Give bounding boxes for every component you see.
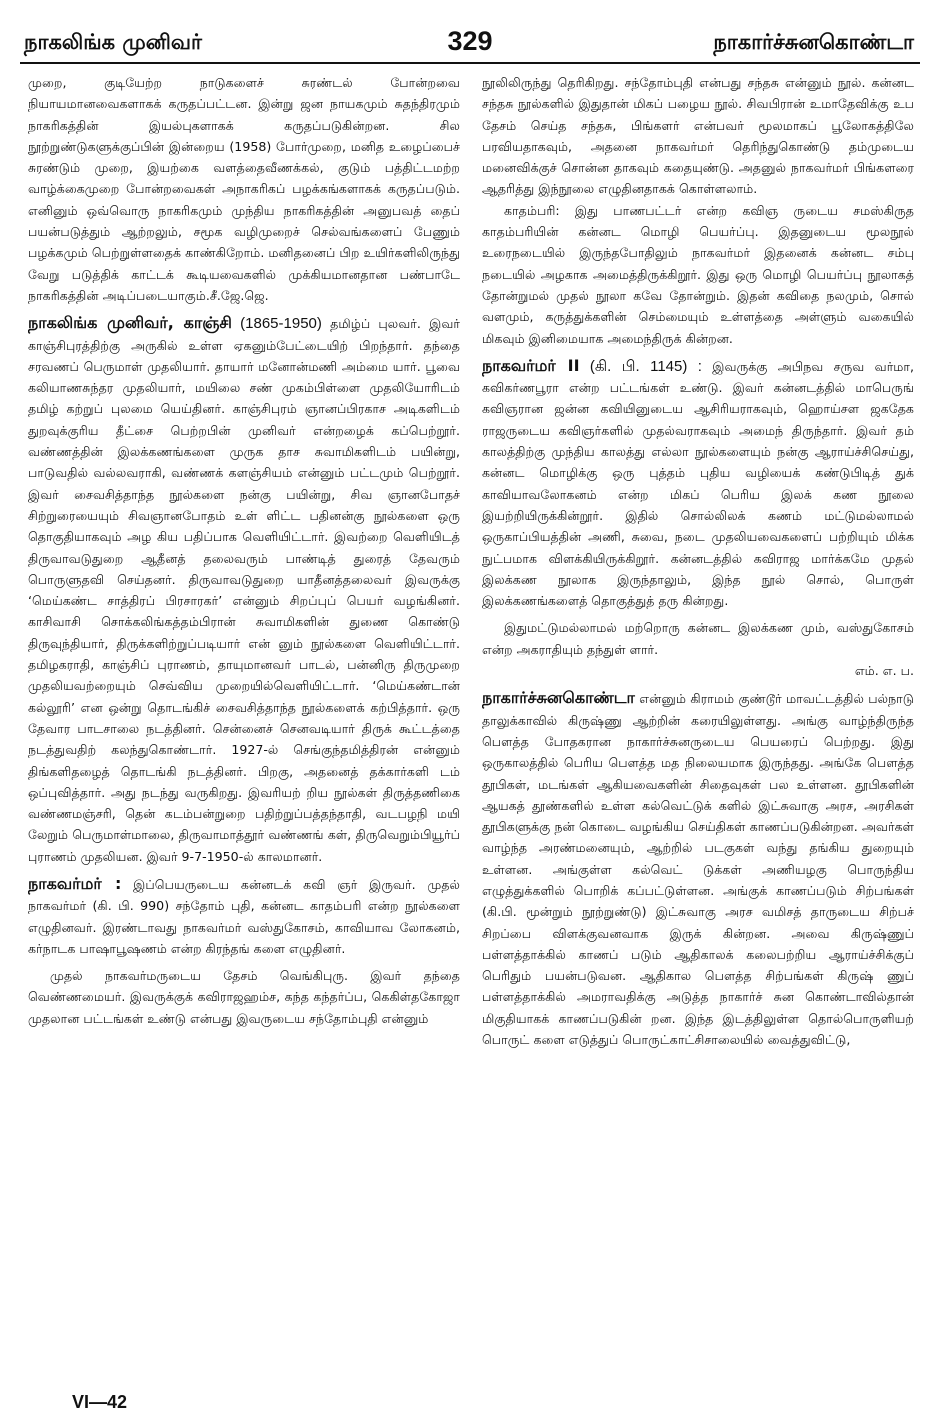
entry-body: தமிழ்ப் புலவர். இவர் காஞ்சிபுரத்திற்கு அருகில் உள்ள ஏகனும்பேட்டையிற் பிறந்தார். தந்தை சரவணப் பெருமாள் முதலியார். தாயார் மனோன்மணி அம்மை யார். பூவை கலியாணசுந்தர முதலியார், மயிலை சண் முகம்பிள்ளை முதலியோரிடம் தமிழ் கற்றுப் புலமை யெய்தினர். காஞ்சிபுரம் ஞானப்பிரகாச அடிகளிடம் துறவுக்குரிய தீட்சை பெற்றபின் முனிவர் என்றழைக் கப்பெற்றூர். வண்ணத்தின் இலக்கணங்களை முருக தாச சுவாமிகளிடம் பயின்று, பாடுவதில் வல்லவராகி, வண்ணக் களஞ்சியம் என்னும் பட்டமும் பெற்றூர். இவர் சைவசித்தாந்த நூல்களை நன்கு பயின்று, சிவ ஞானபோதச் சிற்றுரையையும் சிவஞானபோதம் உள் ளிட்ட பதினன்கு நூல்களை ஒரு தொகுதியாகவும் அழ கிய பதிப்பாக வெளியிட்டார். இவற்றை வெளியிடத் திருவாவடுதுறை ஆதீனத் தலைவரும் பாண்டித் துரைத் தேவரும் பொருளுதவி செய்தனர். திருவாவடுதுறை யாதீனத்தலைவர் இவருக்கு ‘மெய்கண்ட சாத்திரப் பிரசாரகர்’ என்னும் சிறப்புப் பெயர் வழங்கினர். காசிவாசி சொக்கலிங்கத்தம்பிரான் சுவாமிகளின் துணை கொண்டு திருவுந்தியார், திருக்களிற்றுப்படியார் என் னும் நூல்களை வெளியிட்டார். தமிழகராதி, காஞ்சிப் புராணம், தாயுமானவர் பாடல், பன்னிரு திருமுறை முதலியவற்றையும் செவ்விய முறையில்வெளியிட்டார். ‘மெய்கண்டான் கல்லூரி’ என ஒன்று தொடங்கிச் சைவசித்தாந்த நூல்களைக் கற்பித்தார். ஒரு தேவார பாடசாலை நடத்தினர். சென்னைச் செனவடியார் திருக் கூட்டத்தை நடத்துவதிற் கலந்துகொண்டார். 1927-ல் செங்குந்தமித்திரன் என்னும் திங்களிதழைத் தொடங்கி நடத்தினர். பிறகு, அதனைத் தக்கார்களி டம் ஒப்புவித்தார். அது நடந்து வருகிறது. இவரியற் றிய நூல்கள் திருத்தணிகை வண்ணமஞ்சரி, தென் கடம்பன்றுறை பதிற்றுப்பத்தந்தாதி, வடபழநி மயி லேறும் பெருமாள்மாலை, திருவாமாத்தூர் வண்ணங் கள், திருவெறும்பியூர்ப் புராணம் முதலியன. இவர் 9-7-1950-ல் காலமானர்.: [28, 316, 460, 864]
header-left-guideword: நாகலிங்க முனிவர்: [24, 30, 202, 54]
right-column: [482, 72, 914, 1392]
page-number: 329: [447, 26, 493, 56]
paragraph-text: இதுமட்டுமல்லாமல் மற்றொரு கன்னட இலக்கண மும், வஸ்துகோசம் என்ற அகராதியும் தந்துள் ளார்.: [482, 620, 914, 657]
entry-title: நாகலிங்க முனிவர், காஞ்சி: [28, 313, 232, 333]
entry-title: நாகவர்மர் :: [28, 873, 122, 893]
subsection-kadambari: காதம்பரி: இது பாணபட்டர் என்ற கவிஞ ருடைய சமஸ்கிருத காதம்பரியின் கன்னட மொழி பெயர்ப்பு. இதனுடைய மூலநூல் உரைநடையில் இருந்தபோதிலும் நாகவர்மர் இதனைக் கன்னட சம்பு நடையில் அழகாக அமைத்திருக்கிறூர். இது ஒரு மொழி பெயர்ப்பு நூலாகத் தோன்றுமல் முதல் நூலா கவே தோன்றும். இதன் கவிதை நலமும், சொல் வளமும், கருத்துக்களின் செம்மையும் உள்ளத்தை அள்ளும் வகையில் மிகவும் இனிமையாக அமைந்திருக் கின்றன.: [482, 202, 914, 346]
signature-mark: VI—42: [72, 1392, 128, 1412]
entry-paragraph: முதல் நாகவர்மருடைய தேசம் வெங்கிபுரு. இவர் தந்தை வெண்ணமையர். இவருக்குக் கவிராஜஹம்ச, கந்த கந்தர்ப்ப, கெகிள்தகோஜா முதலான பட்டங்கள் உண்டு என்பது இவருடைய சந்தோம்புதி என்னும்: [28, 968, 460, 1026]
entry-nagavarmar: [28, 873, 460, 959]
left-column: [28, 72, 460, 1392]
header-rule: [20, 62, 920, 64]
entry-nagarjunakonda: [482, 687, 914, 1050]
entry-title: நாகார்ச்சுனகொண்டா: [482, 688, 635, 708]
entry-body: இப்பெயருடைய கன்னடக் கவி ஞர் இருவர். முதல் நாகவர்மர் (கி. பி. 990) சந்தோம் புதி, கன்னட காதம்பரி என்ற நூல்களை எழுதினவர். இரண்டாவது நாகவர்மர் வஸ்துகோசம், காவியாவ லோகனம், கர்நாடக பாஷாபூஷணம் என்ற கிரந்தங் களை எழுதினர்.: [28, 876, 460, 956]
entry-nagavarmar-ii: [482, 355, 914, 612]
entry-title: நாகவர்மர் II: [482, 355, 580, 375]
author-signature: எம். எ. ப.: [854, 663, 914, 679]
continued-paragraph: [28, 72, 460, 306]
author-signature: சீ.ஜே.ஜெ.: [209, 287, 269, 303]
entry-nagalinga-munivar: [28, 312, 460, 867]
entry-paragraph: [482, 617, 914, 681]
continued-paragraph: நூலிலிருந்து தெரிகிறது. சந்தோம்புதி என்பது சந்தசு என்னும் நூல். கன்னட சந்தசு நூல்களில் இதுதான் மிகப் பழைய நூல். சிவபிரான் உமாதேவிக்கு உப தேசம் செய்த சந்தசு, பிங்களர் என்பவர் மூலமாகப் பூலோகத்திலே பரவியதாகவும், அதனை நாகவர்மர் தெரிந்துகொண்டு தம்முடைய மனைவிக்குச் சொன்ன தாகவும் கதையுண்டு. அதனுல் நாகவர்மர் பிங்களரை ஆதரித்து இந்நூலை எழுதினதாகக் கொள்ளலாம்.: [482, 75, 914, 197]
entry-body: என்னும் கிராமம் குண்டூர் மாவட்டத்தில் பல்நாடு தாலுக்காவில் கிருஷ்ணு ஆற்றின் கரையிலுள்ளது. அங்கு வாழ்ந்திருந்த பௌத்த போதகரான நாகார்ச்சுனருடைய பெயரைப் பெற்றது. இது ஒருகாலத்தில் பெரிய பௌத்த மத நிலையமாக இருந்தது. அங்கே பௌத்த தூபிகள், மடங்கள் ஆகியவைகளின் சிதைவுகள் பல உள்ளன. தூபிகளின் ஆயகத் தூண்களில் உள்ள கல்வெட்டுக் களில் இட்சுவாகு அரச, அரசிகள் தூபிகளுக்கு நன் கொடை வழங்கிய செய்திகள் காணப்படுகின்றன. அவர்கள் வாழ்ந்த அரண்மனையும், ஆற்றில் படகுகள் வந்து தங்கிய துறையும் உள்ளன. அங்குள்ள கல்வெட் டுக்கள் அணியழகு பொருந்திய எழுத்துக்களில் பொறிக் கப்பட்டுள்ளன. அங்குக் காணப்படும் சிற்பங்கள் (கி.பி. மூன்றும் நூற்றுண்டு) இட்சுவாகு அரச வமிசத் தாருடைய சிற்பச் சிறப்பை விளக்குவனவாக இருக் கின்றன. அவை கிருஷ்ணுப் பள்ளத்தாக்கில் காணப் படும் ஆதிகாலக் கலைபற்றிய ஆராய்ச்சிக்குப் பெரிதும் பயன்படுவன. ஆதிகால பௌத்த சிற்பங்கள் கிருஷ் ணுப் பள்ளத்தாக்கில் அமராவதிக்கு அடுத்த நாகார்ச் சுன கொண்டாவில்தான் மிகுதியாகக் காணப்படுகின் றன. இந்த இடத்திலுள்ள தொல்பொருளியற் பொருட் களை எடுத்துப் பொருட்காட்சிசாலையில் வைத்துவிட்டு,: [482, 691, 914, 1048]
paragraph-text: முறை, குடியேற்ற நாடுகளைச் சுரண்டல் போன்றவை நியாயமானவைகளாகக் கருதப்பட்டன. இன்று ஜன நாயகமும் சுதந்திரமும் நாகரிகத்தின் இயல்புகளாகக் கருதப்படுகின்றன. சில நூற்றுண்டுகளுக்குப்பின் இன்றைய (1958) போர்முறை, மனித உழைப்பைச் சுரண்டும் முறை, இயற்கை வளத்தைவீணக்கல், குடும் பத்திட்டமற்ற வாழ்க்கைமுறை போன்றவைகள் அநாகரிகப் பழக்கங்களாகக் கருதப்படும். எனினும் ஒவ்வொரு நாகரிகமும் முந்திய நாகரிகத்தின் அனுபவத் தைப் பயன்படுத்தும் ஆற்றலும், சமூக வழிமுறைச் செல்வங்களைப் பேணும் பழக்கமும் பெற்றுள்ளதைக் காண்கிறோம். மனிதனைப் பிற உயிர்களிலிருந்து வேறு படுத்திக் காட்டக் கூடியவைகளில் முக்கியமானதான பண்பாடே நாகரிகத்தின் அடிப்படையாகும்.: [28, 75, 460, 303]
header-right-guideword: நாகார்ச்சுனகொண்டா: [713, 30, 914, 54]
page-header: [20, 22, 920, 62]
entry-dates: (கி. பி. 1145) :: [589, 357, 702, 375]
entry-body: இவருக்கு அபிநவ சருவ வர்மா, கவிகர்ணபூரா என்ற பட்டங்கள் உண்டு. இவர் கன்னடத்தில் மாபெருங் கவிஞரான ஜன்ன கவியினுடைய ஆசிரியராகவும், ஹொய்சள ஜகதேக ராஜருடைய கவிஞர்களில் முதல்வராகவும் அமைந் திருந்தார். இவர் தம் காலத்திற்கு முந்திய காலத்து எல்லா நூல்களையும் நன்கு ஆராய்ச்சிசெய்து, கன்னட மொழிக்கு ஒரு புத்தம் புதிய வழியைக் கண்டுபிடித் துக் காவியாவலோகனம் என்ற மிகப் பெரிய இலக் கண நூலை இயற்றியிருக்கின்றூர். இதில் சொல்லிலக் கணம் மட்டுமல்லாமல் ஒருகாப்பியத்தின் அணி, சுவை, நடை முதலியவைகளைப் பற்றியும் மிக்க நுட்பமாக விளக்கியிருக்கிறூர். கன்னடத்தில் கவிராஜ மார்க்கமே முதல் இலக்கண நூலாக இருந்தாலும், இந்த நூல் சொல், பொருள் இலக்கணங்களைத் தொகுத்துத் தரு கின்றது.: [482, 358, 914, 609]
entry-dates: (1865-1950): [240, 315, 322, 333]
